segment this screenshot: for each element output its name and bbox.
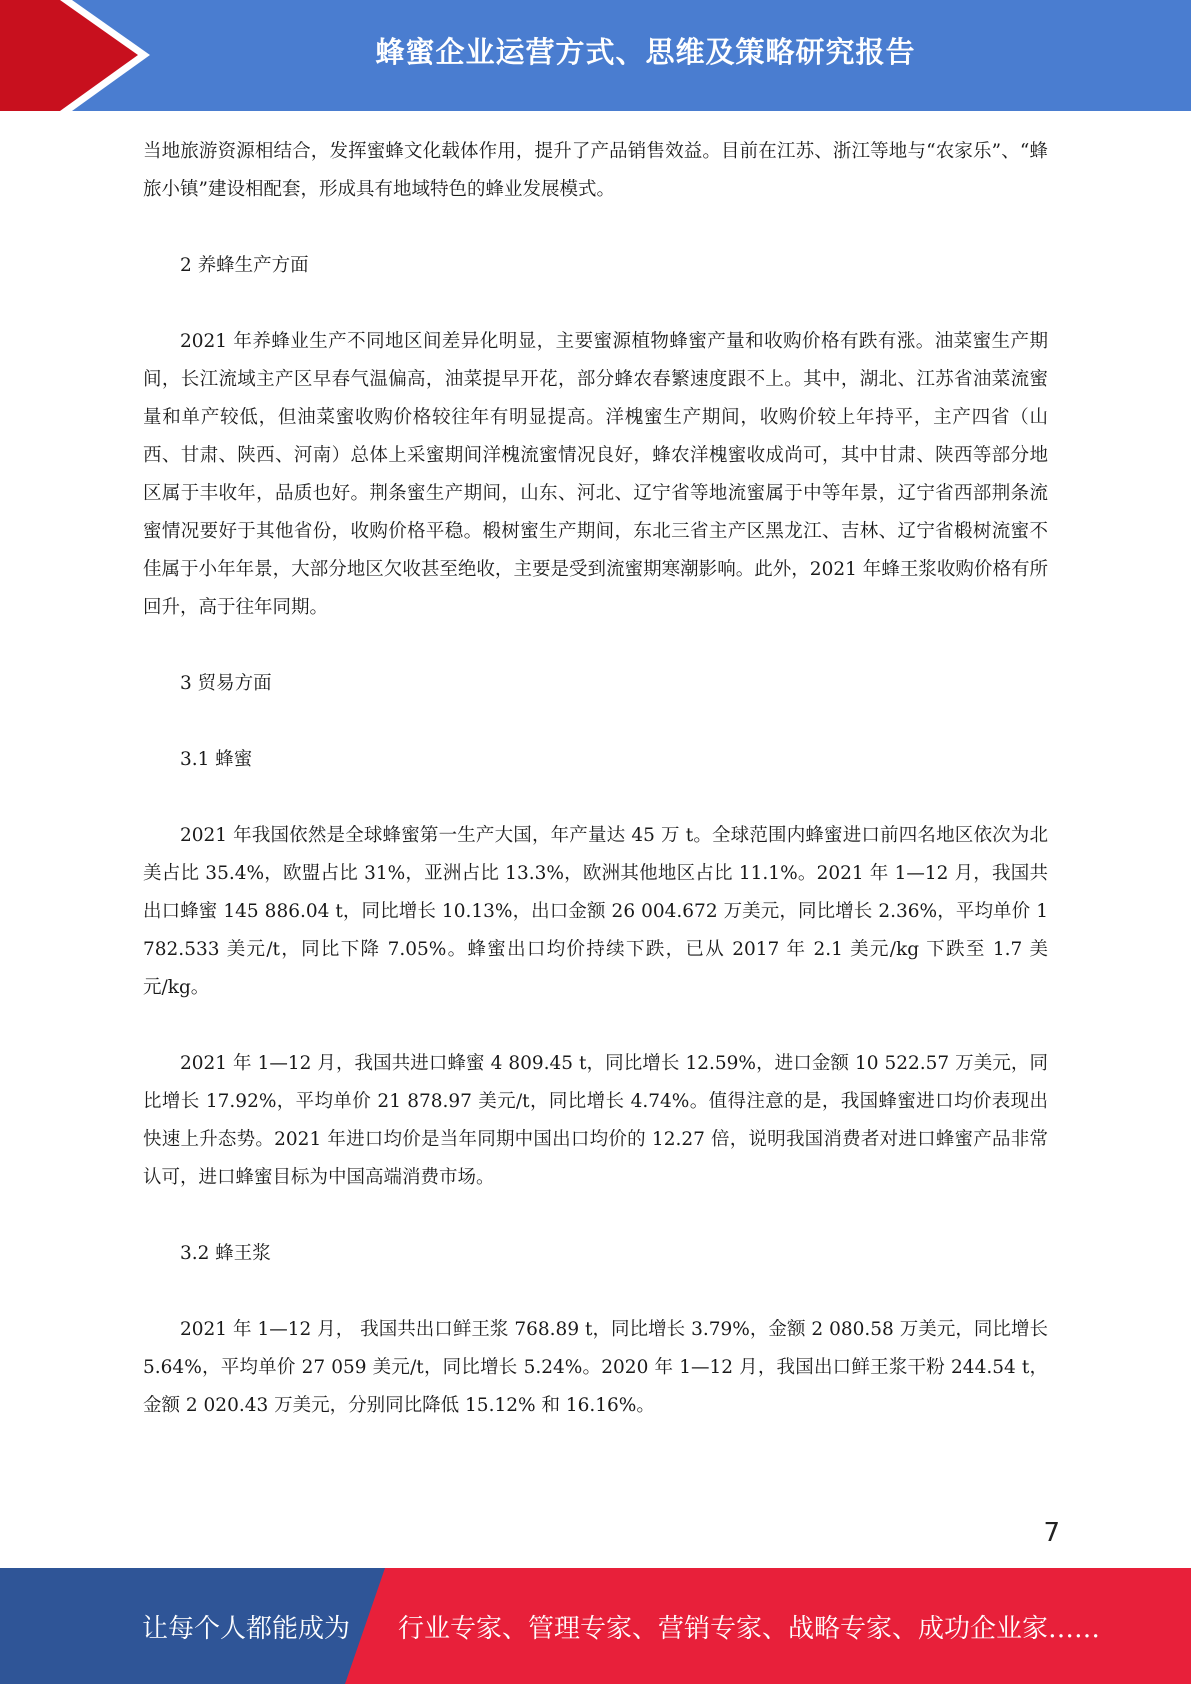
paragraph-honey-import: 2021 年 1—12 月，我国共进口蜂蜜 4 809.45 t，同比增长 12.59%，进口金额 10 522.57 万美元，同比增长 17.92%，平均单价 21 878.97 美元/t，同比增长 4.74%。值得注意的是，我国蜂蜜进口均价表现出快速上升态势。2021 年进口均价是当年同期中国出口均价的 12.27 倍，说明我国消费者对进口蜂蜜产品非常认可，进口蜂蜜目标为中国高端消费市场。: [143, 1053, 1048, 1188]
report-title: 蜂蜜企业运营方式、思维及策略研究报告: [375, 34, 916, 69]
section-heading-3-1: 3.1 蜂蜜: [180, 749, 253, 770]
section-heading-2: 2 养蜂生产方面: [180, 255, 309, 276]
document-body: [143, 133, 1048, 1425]
header-chevron-icon: [0, 0, 138, 111]
paragraph-royal-jelly: 2021 年 1—12 月， 我国共出口鲜王浆 768.89 t，同比增长 3.79%，金额 2 080.58 万美元，同比增长 5.64%，平均单价 27 059 美元/t，同比增长 5.24%。2020 年 1—12 月，我国出口鲜王浆干粉 244.54 t，金额 2 020.43 万美元，分别同比降低 15.12% 和 16.16%。: [143, 1319, 1048, 1416]
page-header: [0, 0, 1191, 111]
paragraph-intro-continuation: 当地旅游资源相结合，发挥蜜蜂文化载体作用，提升了产品销售效益。目前在江苏、浙江等地与“农家乐”、“蜂旅小镇”建设相配套，形成具有地域特色的蜂业发展模式。: [143, 141, 1048, 200]
footer-slogan-right: 行业专家、管理专家、营销专家、战略专家、成功企业家……: [398, 1613, 1101, 1644]
section-heading-3-2: 3.2 蜂王浆: [180, 1243, 271, 1264]
footer-slogan-left: 让每个人都能成为: [142, 1613, 351, 1644]
section-heading-3: 3 贸易方面: [180, 673, 272, 694]
page-number: 7: [1043, 1518, 1060, 1548]
paragraph-honey-export: 2021 年我国依然是全球蜂蜜第一生产大国，年产量达 45 万 t。全球范围内蜂蜜进口前四名地区依次为北美占比 35.4%，欧盟占比 31%，亚洲占比 13.3%，欧洲其他地区占比 11.1%。2021 年 1—12 月，我国共出口蜂蜜 145 886.04 t，同比增长 10.13%，出口金额 26 004.672 万美元，同比增长 2.36%，平均单价 1 782.533 美元/t，同比下降 7.05%。蜂蜜出口均价持续下跌，已从 2017 年 2.1 美元/kg 下跌至 1.7 美元/kg。: [143, 825, 1048, 998]
paragraph-beekeeping-production: 2021 年养蜂业生产不同地区间差异化明显，主要蜜源植物蜂蜜产量和收购价格有跌有涨。油菜蜜生产期间，长江流域主产区早春气温偏高，油菜提早开花，部分蜂农春繁速度跟不上。其中，湖北、江苏省油菜流蜜量和单产较低，但油菜蜜收购价格较往年有明显提高。洋槐蜜生产期间，收购价较上年持平，主产四省（山西、甘肃、陕西、河南）总体上采蜜期间洋槐流蜜情况良好，蜂农洋槐蜜收成尚可，其中甘肃、陕西等部分地区属于丰收年，品质也好。荆条蜜生产期间，山东、河北、辽宁省等地流蜜属于中等年景，辽宁省西部荆条流蜜情况要好于其他省份，收购价格平稳。椴树蜜生产期间，东北三省主产区黑龙江、吉林、辽宁省椴树流蜜不佳属于小年年景，大部分地区欠收甚至绝收，主要是受到流蜜期寒潮影响。此外，2021 年蜂王浆收购价格有所回升，高于往年同期。: [143, 331, 1048, 618]
page-footer: [0, 1568, 1191, 1684]
